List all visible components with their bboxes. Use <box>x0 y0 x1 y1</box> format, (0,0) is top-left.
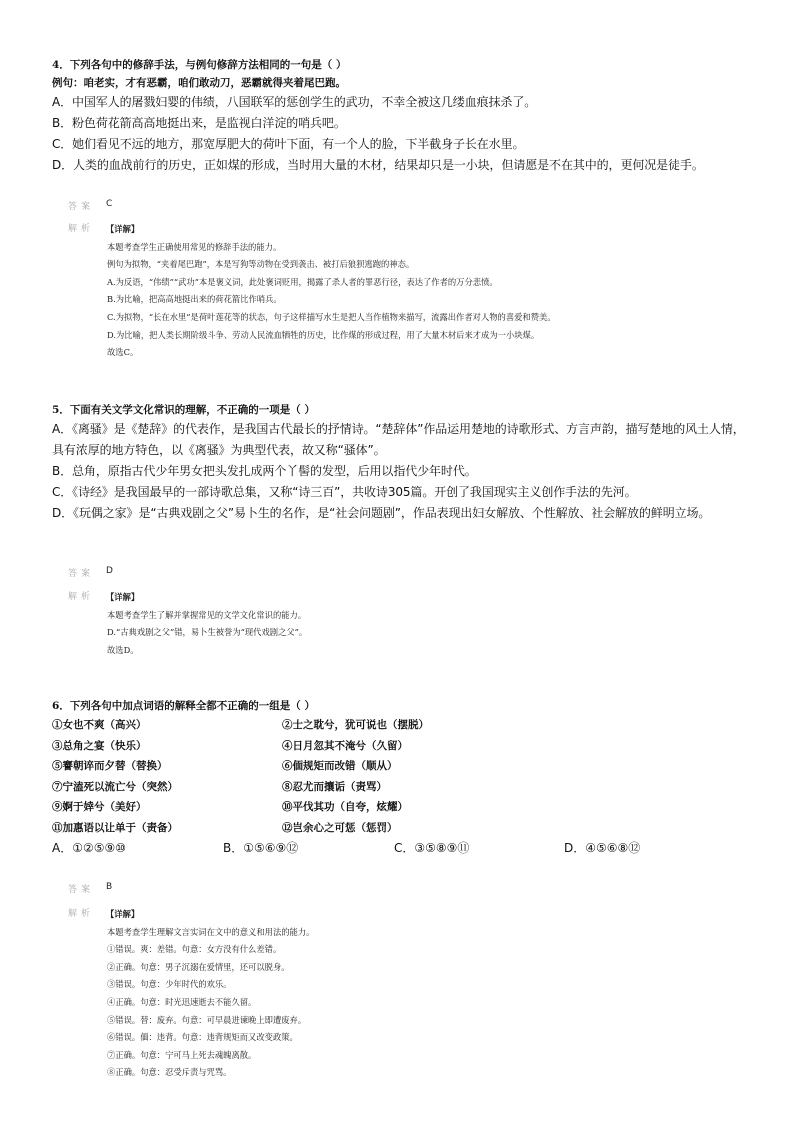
answer-value: C <box>106 199 113 209</box>
analysis-line: 故选C。 <box>107 347 139 358</box>
question-4-option-a: A．中国军人的屠戮妇婴的伟绩，八国联军的惩创学生的武功，不幸全被这几缕血痕抹杀了。 <box>52 95 537 109</box>
question-5 <box>52 401 752 524</box>
question-5-stem: 5．下面有关文学文化常识的理解，不正确的一项是（ ） <box>52 404 315 416</box>
question-4-option-c: C．她们看见不远的地方，那宽厚肥大的荷叶下面，有一个人的脸，下半截身子长在水里。 <box>52 137 525 151</box>
analysis-line: ⑥错误。偭：违背。句意：违背规矩而又改变政策。 <box>107 1032 298 1043</box>
analysis-line: ②正确。句意：男子沉溺在爱情里，还可以脱身。 <box>107 961 290 972</box>
analysis-line: 本题考查学生了解并掌握常见的文学文化常识的能力。 <box>107 609 307 620</box>
analysis-heading: 【详解】 <box>106 224 140 234</box>
question-6-item-row <box>52 777 752 798</box>
question-6-item-row <box>52 818 752 839</box>
question-6-stem: 6．下列各句中加点词语的解释全都不正确的一组是（ ） <box>52 700 315 712</box>
question-5-option-b: B．总角，原指古代少年男女把头发扎成两个丫髻的发型，后用以指代少年时代。 <box>52 464 477 478</box>
question-6-item: ⑥偭规矩而改错（顺从） <box>282 760 398 772</box>
question-5-option-c: C．《诗经》是我国最早的一部诗歌总集，又称“诗三百”，共收诗305篇。开创了我国现实主义创作手法的先河。 <box>52 485 637 499</box>
analysis-line: 本题考查学生理解文言实词在文中的意义和用法的能力。 <box>107 926 315 937</box>
question-6-item: ⑫岂余心之可惩（惩罚） <box>282 821 398 834</box>
analysis-line: 例句为拟物，“夹着尾巴跑”，本是写狗等动物在受到袭击、被打后狼狈逃跑的神态。 <box>107 259 415 270</box>
question-6-item-row <box>52 736 752 757</box>
question-4 <box>52 56 752 176</box>
answer-value: D <box>106 566 113 576</box>
question-4-option-b: B．粉色荷花箭高高地挺出来，是监视白洋淀的哨兵吧。 <box>52 116 346 130</box>
analysis-body <box>106 221 746 362</box>
question-6-item: ⑪加惠语以让单于（责备） <box>52 821 178 834</box>
answer-value: B <box>106 882 113 892</box>
analysis-line: B.为比喻，把高高地挺出来的荷花箭比作哨兵。 <box>107 294 282 305</box>
question-5-option-d: D．《玩偶之家》是“古典戏剧之父”易卜生的名作，是“社会问题剧”，作品表现出妇女解放、个性解放、社会解放的鲜明立场。 <box>52 506 711 520</box>
analysis-line: 故选D。 <box>107 644 139 655</box>
analysis-line: ⑧正确。句意：忍受斥责与咒骂。 <box>107 1067 232 1078</box>
question-6-item-row <box>52 756 752 777</box>
question-6-item: ⑩平伐其功（自夸，炫耀） <box>282 801 408 813</box>
question-6-item: ④日月忽其不淹兮（久留） <box>282 739 408 752</box>
analysis-heading: 【详解】 <box>106 909 140 919</box>
analysis-line: D.为比喻，把人类长期阶级斗争、劳动人民流血牺牲的历史，比作煤的形成过程，用了大量木材后来才成为一小块煤。 <box>107 329 540 340</box>
analysis-line: C.为拟物，“长在水里”是荷叶莲花等的状态，句子这样描写水生是把人当作植物来描写，流露出作者对人物的喜爱和赞美。 <box>107 311 556 322</box>
question-6-item: ①女也不爽（高兴） <box>52 719 147 731</box>
question-6-item-row <box>52 797 752 818</box>
analysis-line: 本题考查学生正确使用常见的修辞手法的能力。 <box>107 241 282 252</box>
answer-label: 答案 <box>68 885 95 895</box>
question-4-example: 例句：咱老实，才有恶霸，咱们敢动刀，恶霸就得夹着尾巴跑。 <box>52 77 346 89</box>
question-6-item: ⑤謇朝谇而夕替（替换） <box>52 760 168 772</box>
analysis-line: A.为反语，“伟绩”“武功”本是褒义词，此处褒词贬用，揭露了杀人者的罪恶行径，表达了作者的万分悲愤。 <box>107 276 498 287</box>
analysis-label: 解析 <box>68 224 95 234</box>
question-6-choice-b: B．①⑤⑥⑨⑫ <box>223 841 299 855</box>
question-5-option-a: A．《离骚》是《楚辞》的代表作，是我国古代最长的抒情诗。“楚辞体”作品运用楚地的诗歌形式、方言声韵，描写楚地的风土人情，具有浓厚的地方特色，以《离骚》为典型代表，故又称“骚体”。 <box>52 422 745 457</box>
analysis-line: ④正确。句意：时光迅速逝去不能久留。 <box>107 996 257 1007</box>
question-6-item: ⑧忍尤而攘诟（责骂） <box>282 780 387 793</box>
analysis-label: 解析 <box>68 909 95 919</box>
analysis-line: ⑤错误。替：废弃。句意：可早晨进谏晚上即遭废弃。 <box>107 1014 307 1025</box>
question-6-item: ②士之耽兮，犹可说也（摆脱） <box>282 719 429 731</box>
question-6-choices <box>52 838 752 859</box>
analysis-line: D.“古典戏剧之父”错，易卜生被誉为“现代戏剧之父”。 <box>107 627 308 638</box>
analysis-line: ③错误。句意：少年时代的欢乐。 <box>107 979 232 990</box>
answer-label: 答案 <box>68 569 95 579</box>
question-6-choice-d: D．④⑤⑥⑧⑫ <box>564 841 641 855</box>
question-6-choice-c: C．③⑤⑧⑨⑪ <box>394 841 470 855</box>
analysis-line: ⑦正确。句意：宁可马上死去魂魄离散。 <box>107 1049 257 1060</box>
question-6-item: ③总角之宴（快乐） <box>52 739 147 752</box>
analysis-body <box>106 589 746 659</box>
analysis-label: 解析 <box>68 592 95 602</box>
question-4-stem: 4．下列各句中的修辞手法，与例句修辞方法相同的一句是（ ） <box>52 59 347 71</box>
question-4-option-d: D．人类的血战前行的历史，正如煤的形成，当时用大量的木材，结果却只是一小块，但请愿是不在其中的，更何况是徒手。 <box>52 158 704 172</box>
analysis-heading: 【详解】 <box>106 592 140 602</box>
question-6-item: ⑨婀于婞兮（美好） <box>52 801 147 813</box>
question-6-item: ⑦宁溘死以流亡兮（突然） <box>52 780 178 793</box>
question-6-item-row <box>52 715 752 736</box>
analysis-line: ①错误。爽：差错。句意：女方没有什么差错。 <box>107 944 282 955</box>
answer-label: 答案 <box>68 202 95 212</box>
question-6 <box>52 697 752 859</box>
analysis-body <box>106 906 746 1082</box>
question-6-choice-a: A．①②⑤⑨⑩ <box>52 841 126 855</box>
